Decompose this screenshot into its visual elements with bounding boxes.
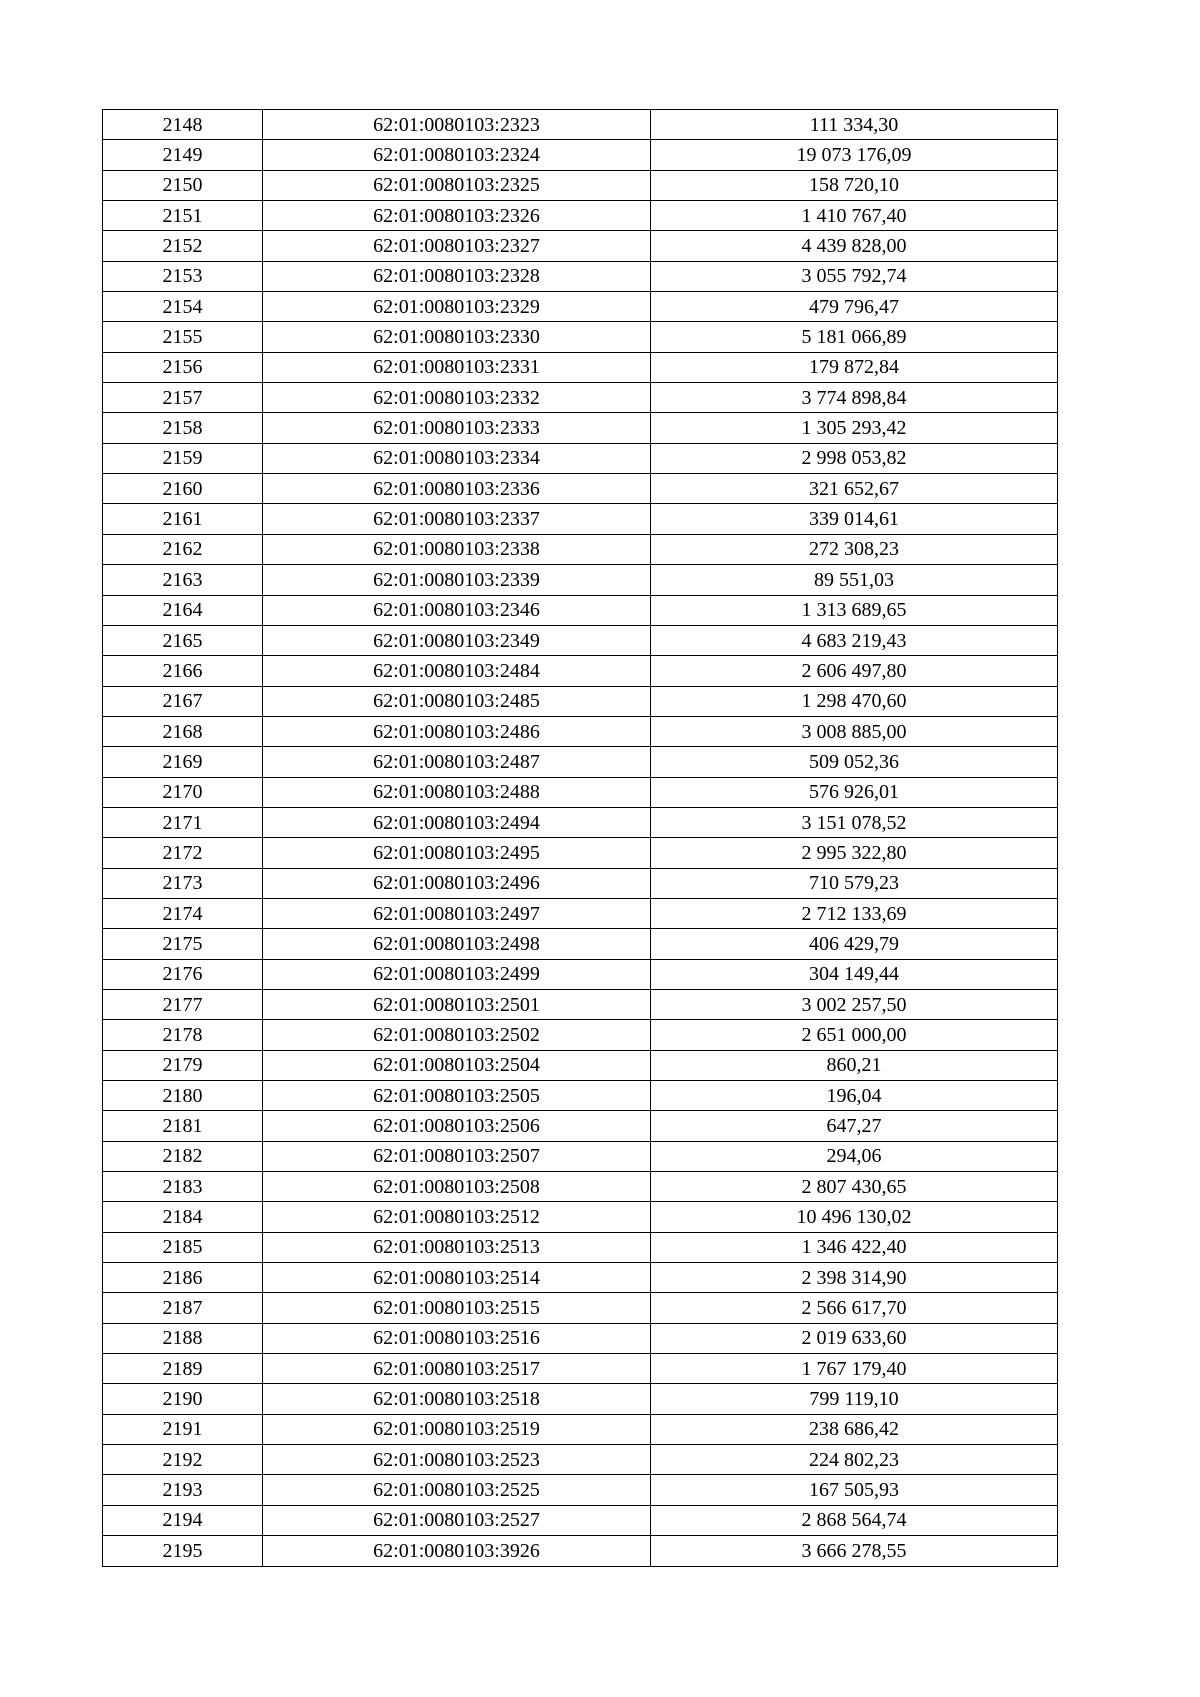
cadastral-value-cell: 339 014,61 [651,504,1058,534]
table-row [103,807,1058,837]
cadastral-value-cell: 2 398 314,90 [651,1263,1058,1293]
table-row [103,1232,1058,1262]
table-row [103,110,1058,140]
cadastral-number-cell: 62:01:0080103:2488 [263,777,651,807]
cadastral-number-cell: 62:01:0080103:2527 [263,1505,651,1535]
row-number-cell: 2155 [103,322,263,352]
cadastral-value-cell: 1 410 767,40 [651,201,1058,231]
row-number-cell: 2175 [103,929,263,959]
table-row [103,1536,1058,1566]
cadastral-number-cell: 62:01:0080103:2515 [263,1293,651,1323]
cadastral-number-cell: 62:01:0080103:2504 [263,1050,651,1080]
cadastral-value-cell: 2 998 053,82 [651,443,1058,473]
cadastral-value-cell: 860,21 [651,1050,1058,1080]
table-row [103,1020,1058,1050]
cadastral-value-cell: 321 652,67 [651,474,1058,504]
cadastral-value-cell: 1 313 689,65 [651,595,1058,625]
cadastral-value-cell: 3 002 257,50 [651,989,1058,1019]
table-row [103,777,1058,807]
table-row [103,929,1058,959]
table-row [103,595,1058,625]
table-row [103,443,1058,473]
row-number-cell: 2192 [103,1445,263,1475]
cadastral-number-cell: 62:01:0080103:2486 [263,716,651,746]
table-row [103,201,1058,231]
cadastral-number-cell: 62:01:0080103:2495 [263,838,651,868]
table-row [103,959,1058,989]
table-row [103,747,1058,777]
table-row [103,898,1058,928]
cadastral-value-cell: 196,04 [651,1081,1058,1111]
cadastral-value-cell: 304 149,44 [651,959,1058,989]
row-number-cell: 2149 [103,140,263,170]
row-number-cell: 2151 [103,201,263,231]
table-row [103,1293,1058,1323]
table-row [103,656,1058,686]
table-row [103,716,1058,746]
row-number-cell: 2153 [103,261,263,291]
table-row [103,1081,1058,1111]
row-number-cell: 2195 [103,1536,263,1566]
row-number-cell: 2172 [103,838,263,868]
cadastral-number-cell: 62:01:0080103:2329 [263,292,651,322]
cadastral-number-cell: 62:01:0080103:2331 [263,352,651,382]
row-number-cell: 2160 [103,474,263,504]
cadastral-number-cell: 62:01:0080103:2327 [263,231,651,261]
cadastral-value-cell: 3 666 278,55 [651,1536,1058,1566]
row-number-cell: 2173 [103,868,263,898]
cadastral-number-cell: 62:01:0080103:2525 [263,1475,651,1505]
cadastral-value-cell: 179 872,84 [651,352,1058,382]
cadastral-number-cell: 62:01:0080103:2499 [263,959,651,989]
cadastral-value-cell: 224 802,23 [651,1445,1058,1475]
cadastral-value-cell: 3 055 792,74 [651,261,1058,291]
row-number-cell: 2179 [103,1050,263,1080]
row-number-cell: 2158 [103,413,263,443]
cadastral-number-cell: 62:01:0080103:2324 [263,140,651,170]
table-row [103,1445,1058,1475]
table-row [103,1111,1058,1141]
cadastral-number-cell: 62:01:0080103:2336 [263,474,651,504]
cadastral-number-cell: 62:01:0080103:2497 [263,898,651,928]
cadastral-number-cell: 62:01:0080103:2517 [263,1354,651,1384]
row-number-cell: 2156 [103,352,263,382]
cadastral-value-cell: 647,27 [651,1111,1058,1141]
cadastral-number-cell: 62:01:0080103:2330 [263,322,651,352]
table-row [103,1414,1058,1444]
row-number-cell: 2184 [103,1202,263,1232]
cadastral-number-cell: 62:01:0080103:2326 [263,201,651,231]
cadastral-value-cell: 272 308,23 [651,534,1058,564]
cadastral-value-cell: 4 439 828,00 [651,231,1058,261]
row-number-cell: 2194 [103,1505,263,1535]
cadastral-value-cell: 2 606 497,80 [651,656,1058,686]
row-number-cell: 2154 [103,292,263,322]
cadastral-value-cell: 1 298 470,60 [651,686,1058,716]
cadastral-value-cell: 406 429,79 [651,929,1058,959]
row-number-cell: 2191 [103,1414,263,1444]
cadastral-number-cell: 62:01:0080103:2505 [263,1081,651,1111]
cadastral-value-cell: 167 505,93 [651,1475,1058,1505]
cadastral-number-cell: 62:01:0080103:2508 [263,1172,651,1202]
cadastral-number-cell: 62:01:0080103:2487 [263,747,651,777]
cadastral-number-cell: 62:01:0080103:2512 [263,1202,651,1232]
table-row [103,261,1058,291]
table-row [103,292,1058,322]
cadastral-value-cell: 799 119,10 [651,1384,1058,1414]
table-row [103,474,1058,504]
table-row [103,1354,1058,1384]
cadastral-number-cell: 62:01:0080103:2513 [263,1232,651,1262]
cadastral-number-cell: 62:01:0080103:2516 [263,1323,651,1353]
table-row [103,1384,1058,1414]
table-row [103,838,1058,868]
table-row [103,140,1058,170]
table-row [103,352,1058,382]
row-number-cell: 2182 [103,1141,263,1171]
table-row [103,1050,1058,1080]
table-row [103,504,1058,534]
cadastral-number-cell: 62:01:0080103:2523 [263,1445,651,1475]
row-number-cell: 2176 [103,959,263,989]
cadastral-number-cell: 62:01:0080103:3926 [263,1536,651,1566]
cadastral-number-cell: 62:01:0080103:2334 [263,443,651,473]
table-row [103,383,1058,413]
table-row [103,231,1058,261]
cadastral-value-cell: 2 868 564,74 [651,1505,1058,1535]
row-number-cell: 2150 [103,170,263,200]
cadastral-number-cell: 62:01:0080103:2514 [263,1263,651,1293]
row-number-cell: 2186 [103,1263,263,1293]
cadastral-number-cell: 62:01:0080103:2323 [263,110,651,140]
row-number-cell: 2178 [103,1020,263,1050]
table-row [103,686,1058,716]
cadastral-number-cell: 62:01:0080103:2518 [263,1384,651,1414]
table-row [103,1263,1058,1293]
table-row [103,1202,1058,1232]
cadastral-value-cell: 111 334,30 [651,110,1058,140]
table-row [103,534,1058,564]
cadastral-value-table [102,109,1058,1567]
cadastral-value-cell: 158 720,10 [651,170,1058,200]
row-number-cell: 2188 [103,1323,263,1353]
table-row [103,1505,1058,1535]
row-number-cell: 2166 [103,656,263,686]
row-number-cell: 2174 [103,898,263,928]
row-number-cell: 2159 [103,443,263,473]
cadastral-number-cell: 62:01:0080103:2333 [263,413,651,443]
cadastral-number-cell: 62:01:0080103:2502 [263,1020,651,1050]
cadastral-value-cell: 238 686,42 [651,1414,1058,1444]
cadastral-number-cell: 62:01:0080103:2325 [263,170,651,200]
cadastral-number-cell: 62:01:0080103:2339 [263,565,651,595]
row-number-cell: 2193 [103,1475,263,1505]
table-row [103,565,1058,595]
table-row [103,625,1058,655]
cadastral-value-cell: 710 579,23 [651,868,1058,898]
table-row [103,989,1058,1019]
cadastral-number-cell: 62:01:0080103:2346 [263,595,651,625]
table-row [103,868,1058,898]
row-number-cell: 2165 [103,625,263,655]
cadastral-number-cell: 62:01:0080103:2506 [263,1111,651,1141]
cadastral-number-cell: 62:01:0080103:2338 [263,534,651,564]
cadastral-value-cell: 2 651 000,00 [651,1020,1058,1050]
row-number-cell: 2189 [103,1354,263,1384]
table-row [103,1323,1058,1353]
table-body [103,110,1058,1567]
cadastral-value-cell: 19 073 176,09 [651,140,1058,170]
cadastral-value-cell: 1 305 293,42 [651,413,1058,443]
cadastral-value-cell: 10 496 130,02 [651,1202,1058,1232]
row-number-cell: 2169 [103,747,263,777]
row-number-cell: 2148 [103,110,263,140]
cadastral-number-cell: 62:01:0080103:2349 [263,625,651,655]
table-row [103,322,1058,352]
row-number-cell: 2157 [103,383,263,413]
row-number-cell: 2164 [103,595,263,625]
row-number-cell: 2152 [103,231,263,261]
cadastral-value-cell: 2 807 430,65 [651,1172,1058,1202]
row-number-cell: 2168 [103,716,263,746]
cadastral-value-cell: 5 181 066,89 [651,322,1058,352]
row-number-cell: 2183 [103,1172,263,1202]
cadastral-value-cell: 3 008 885,00 [651,716,1058,746]
row-number-cell: 2190 [103,1384,263,1414]
cadastral-number-cell: 62:01:0080103:2484 [263,656,651,686]
cadastral-number-cell: 62:01:0080103:2485 [263,686,651,716]
cadastral-value-cell: 509 052,36 [651,747,1058,777]
row-number-cell: 2185 [103,1232,263,1262]
cadastral-value-cell: 479 796,47 [651,292,1058,322]
row-number-cell: 2177 [103,989,263,1019]
row-number-cell: 2170 [103,777,263,807]
cadastral-number-cell: 62:01:0080103:2496 [263,868,651,898]
cadastral-value-cell: 576 926,01 [651,777,1058,807]
row-number-cell: 2167 [103,686,263,716]
row-number-cell: 2161 [103,504,263,534]
cadastral-value-cell: 2 019 633,60 [651,1323,1058,1353]
cadastral-number-cell: 62:01:0080103:2494 [263,807,651,837]
row-number-cell: 2181 [103,1111,263,1141]
cadastral-value-cell: 4 683 219,43 [651,625,1058,655]
cadastral-value-cell: 2 712 133,69 [651,898,1058,928]
cadastral-number-cell: 62:01:0080103:2337 [263,504,651,534]
cadastral-number-cell: 62:01:0080103:2519 [263,1414,651,1444]
row-number-cell: 2163 [103,565,263,595]
table-row [103,170,1058,200]
row-number-cell: 2162 [103,534,263,564]
cadastral-value-cell: 2 995 322,80 [651,838,1058,868]
cadastral-value-cell: 89 551,03 [651,565,1058,595]
table-row [103,413,1058,443]
cadastral-number-cell: 62:01:0080103:2328 [263,261,651,291]
cadastral-value-cell: 2 566 617,70 [651,1293,1058,1323]
row-number-cell: 2171 [103,807,263,837]
table-row [103,1141,1058,1171]
cadastral-value-cell: 1 767 179,40 [651,1354,1058,1384]
cadastral-number-cell: 62:01:0080103:2501 [263,989,651,1019]
cadastral-number-cell: 62:01:0080103:2507 [263,1141,651,1171]
cadastral-value-cell: 3 774 898,84 [651,383,1058,413]
cadastral-value-cell: 1 346 422,40 [651,1232,1058,1262]
table-row [103,1172,1058,1202]
table-row [103,1475,1058,1505]
cadastral-value-cell: 3 151 078,52 [651,807,1058,837]
cadastral-number-cell: 62:01:0080103:2498 [263,929,651,959]
row-number-cell: 2180 [103,1081,263,1111]
cadastral-value-cell: 294,06 [651,1141,1058,1171]
cadastral-number-cell: 62:01:0080103:2332 [263,383,651,413]
row-number-cell: 2187 [103,1293,263,1323]
